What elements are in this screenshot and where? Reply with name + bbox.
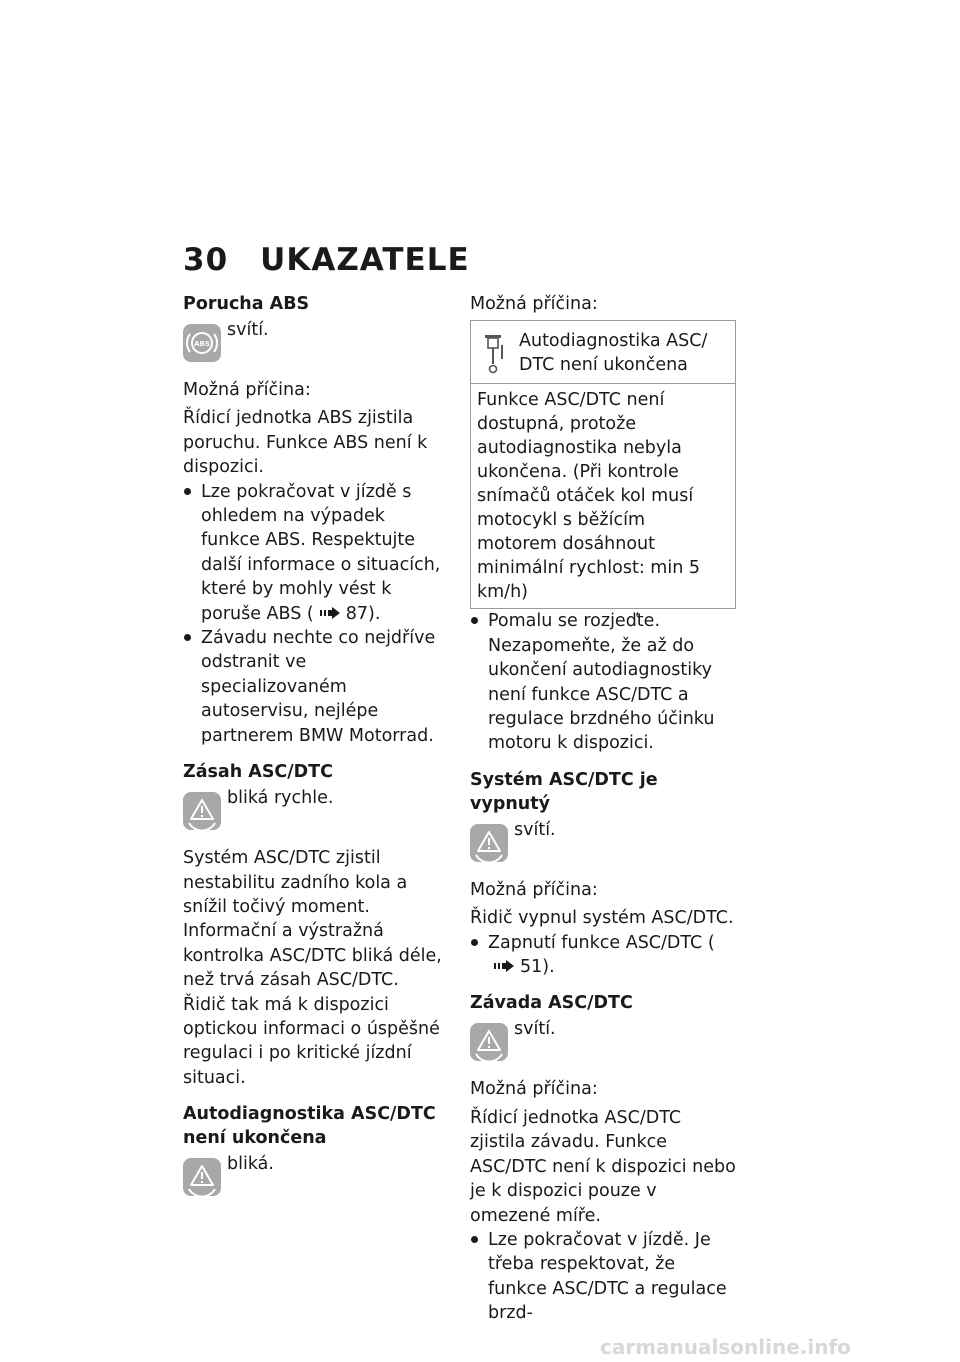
asc-fault-indicator-row (470, 1017, 736, 1067)
abs-cause-label: Možná příčina: (183, 380, 311, 400)
asc-dtc-warning-light-icon (183, 1158, 221, 1196)
abs-indicator-row (183, 318, 445, 368)
autodiag-cause-label: Možná příčina: (470, 294, 598, 314)
list-item: Lze pokračovat v jízdě s ohledem na výpadek funkce ABS. Respektujte další informace o situacích, které by mohly vést k poruše ABS ( 87). (183, 480, 445, 626)
asc-intervention-indicator-row (183, 786, 445, 836)
info-box-text: Funkce ASC/DTC není dostupná, protože autodiagnostika nebyla ukončena. (Při kontrole snímačů otáček kol musí motocykl s běžícím motorem dosáhnout minimální rychlost: min 5 km/h) (477, 390, 700, 603)
chapter-title: UKAZATELE (260, 242, 470, 278)
autodiag-indicator-state: bliká. (227, 1154, 274, 1175)
abs-warning-light-icon (183, 324, 221, 362)
asc-intervention-indicator-state: bliká rychle. (227, 788, 334, 809)
list-item: Pomalu se rozjeďte. Nezapomeňte, že až do ukončení autodiagnostiky není funkce ASC/DTC a regulace brzdného účinku motoru k dispozici. (470, 609, 736, 755)
list-item: Závadu nechte co nejdříve odstranit ve specializovaném autoservisu, nejlépe partnerem BMW Motorrad. (183, 626, 445, 748)
asc-fault-cause-text: Řídicí jednotka ASC/DTC zjistila závadu. Funkce ASC/DTC není k dispozici nebo je k dispozici pouze v omezené míře. (470, 1107, 736, 1226)
list-item: Zapnutí funkce ASC/DTC ( 51). (470, 931, 736, 980)
info-box-header (471, 321, 735, 384)
section-title-asc-fault: Závada ASC/DTC (470, 993, 633, 1014)
right-column (470, 292, 736, 1326)
asc-dtc-off-light-icon (470, 824, 508, 862)
abs-indicator-state: svítí. (227, 320, 269, 340)
abs-bullets (183, 480, 445, 748)
page-header (183, 242, 470, 278)
section-title-abs: Porucha ABS (183, 294, 310, 314)
autodiag-bullets (470, 609, 736, 755)
asc-fault-indicator-state: svítí. (514, 1019, 556, 1040)
asc-dtc-warning-light-icon (183, 792, 221, 830)
diagnostic-icon (481, 331, 507, 375)
left-column (183, 292, 445, 1202)
asc-intervention-text: Systém ASC/DTC zjistil nestabilitu zadního kola a snížil točivý moment. Informační a výstražná kontrolka ASC/DTC bliká déle, než trvá zásah ASC/DTC. Řidič tak má k dispozici optickou informaci o úspěšné regulaci i po kritické jízdní situaci. (183, 848, 442, 1088)
abs-cause-text: Řídicí jednotka ABS zjistila poruchu. Funkce ABS není k dispozici. (183, 408, 428, 478)
page-number: 30 (183, 242, 229, 278)
asc-dtc-warning-light-icon (470, 1023, 508, 1061)
asc-off-indicator-row (470, 818, 736, 868)
section-title-asc-off: Systém ASC/DTC je vypnutý (470, 769, 658, 814)
info-box (470, 320, 736, 609)
section-title-asc-intervention: Zásah ASC/DTC (183, 762, 333, 783)
page-reference-arrow-icon (318, 607, 342, 619)
section-title-autodiag: Autodiagnostika ASC/DTC není ukončena (183, 1104, 436, 1149)
asc-off-cause-label: Možná příčina: (470, 879, 598, 900)
asc-off-cause-text: Řidič vypnul systém ASC/DTC. (470, 908, 734, 929)
asc-off-indicator-state: svítí. (514, 819, 556, 840)
svg-text:ABS: ABS (194, 340, 210, 348)
asc-off-bullets (470, 931, 736, 980)
watermark: carmanualsonline.info (600, 1335, 851, 1359)
asc-fault-cause-label: Možná příčina: (470, 1079, 598, 1100)
info-box-title: Autodiagnostika ASC/ DTC není ukončena (519, 331, 708, 376)
page-reference-arrow-icon (492, 960, 516, 972)
autodiag-indicator-row (183, 1152, 445, 1202)
list-item: Lze pokračovat v jízdě. Je třeba respektovat, že funkce ASC/DTC a regulace brzd- (470, 1228, 736, 1326)
asc-fault-bullets (470, 1228, 736, 1326)
